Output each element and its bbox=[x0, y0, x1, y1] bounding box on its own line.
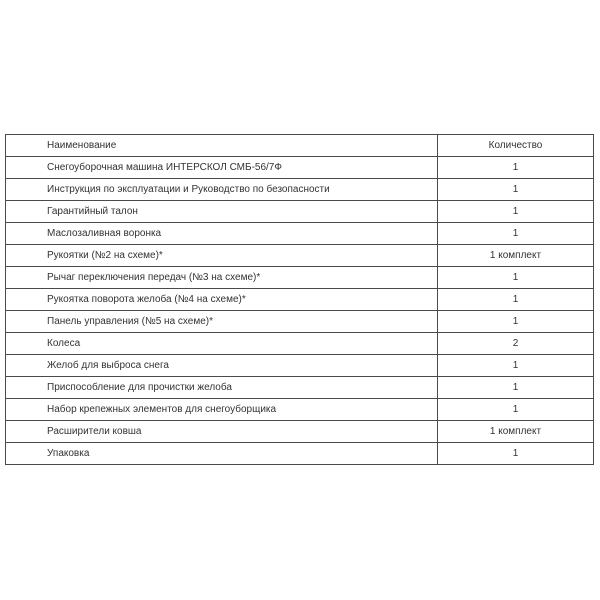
table-row bbox=[6, 289, 594, 311]
table-row bbox=[6, 157, 594, 179]
row-quantity: 1 bbox=[438, 201, 594, 223]
table-row bbox=[6, 443, 594, 465]
row-name: Упаковка bbox=[6, 443, 438, 465]
row-quantity: 1 bbox=[438, 377, 594, 399]
package-contents-table bbox=[5, 134, 594, 465]
row-quantity: 1 bbox=[438, 223, 594, 245]
row-name: Гарантийный талон bbox=[6, 201, 438, 223]
row-quantity: 1 bbox=[438, 399, 594, 421]
row-name: Набор крепежных элементов для снегоуборщика bbox=[6, 399, 438, 421]
table-row bbox=[6, 311, 594, 333]
row-name: Желоб для выброса снега bbox=[6, 355, 438, 377]
header-name: Наименование bbox=[6, 135, 438, 157]
table-row bbox=[6, 355, 594, 377]
table-header-row bbox=[6, 135, 594, 157]
row-name: Инструкция по эксплуатации и Руководство по безопасности bbox=[6, 179, 438, 201]
table-row bbox=[6, 179, 594, 201]
row-quantity: 1 комплект bbox=[438, 421, 594, 443]
header-quantity: Количество bbox=[438, 135, 594, 157]
table-row bbox=[6, 333, 594, 355]
row-name: Маслозаливная воронка bbox=[6, 223, 438, 245]
row-name: Рычаг переключения передач (№3 на схеме)* bbox=[6, 267, 438, 289]
table-row bbox=[6, 399, 594, 421]
row-quantity: 1 bbox=[438, 157, 594, 179]
row-name: Рукоятка поворота желоба (№4 на схеме)* bbox=[6, 289, 438, 311]
row-quantity: 1 bbox=[438, 289, 594, 311]
table-row bbox=[6, 201, 594, 223]
row-name: Приспособление для прочистки желоба bbox=[6, 377, 438, 399]
row-name: Рукоятки (№2 на схеме)* bbox=[6, 245, 438, 267]
row-name: Панель управления (№5 на схеме)* bbox=[6, 311, 438, 333]
table-row bbox=[6, 377, 594, 399]
row-name: Снегоуборочная машина ИНТЕРСКОЛ СМБ-56/7Ф bbox=[6, 157, 438, 179]
row-quantity: 1 bbox=[438, 355, 594, 377]
row-quantity: 2 bbox=[438, 333, 594, 355]
row-quantity: 1 bbox=[438, 443, 594, 465]
row-name: Расширители ковша bbox=[6, 421, 438, 443]
table-row bbox=[6, 245, 594, 267]
table-row bbox=[6, 223, 594, 245]
row-quantity: 1 bbox=[438, 179, 594, 201]
row-name: Колеса bbox=[6, 333, 438, 355]
row-quantity: 1 комплект bbox=[438, 245, 594, 267]
row-quantity: 1 bbox=[438, 311, 594, 333]
table-row bbox=[6, 267, 594, 289]
table-row bbox=[6, 421, 594, 443]
row-quantity: 1 bbox=[438, 267, 594, 289]
